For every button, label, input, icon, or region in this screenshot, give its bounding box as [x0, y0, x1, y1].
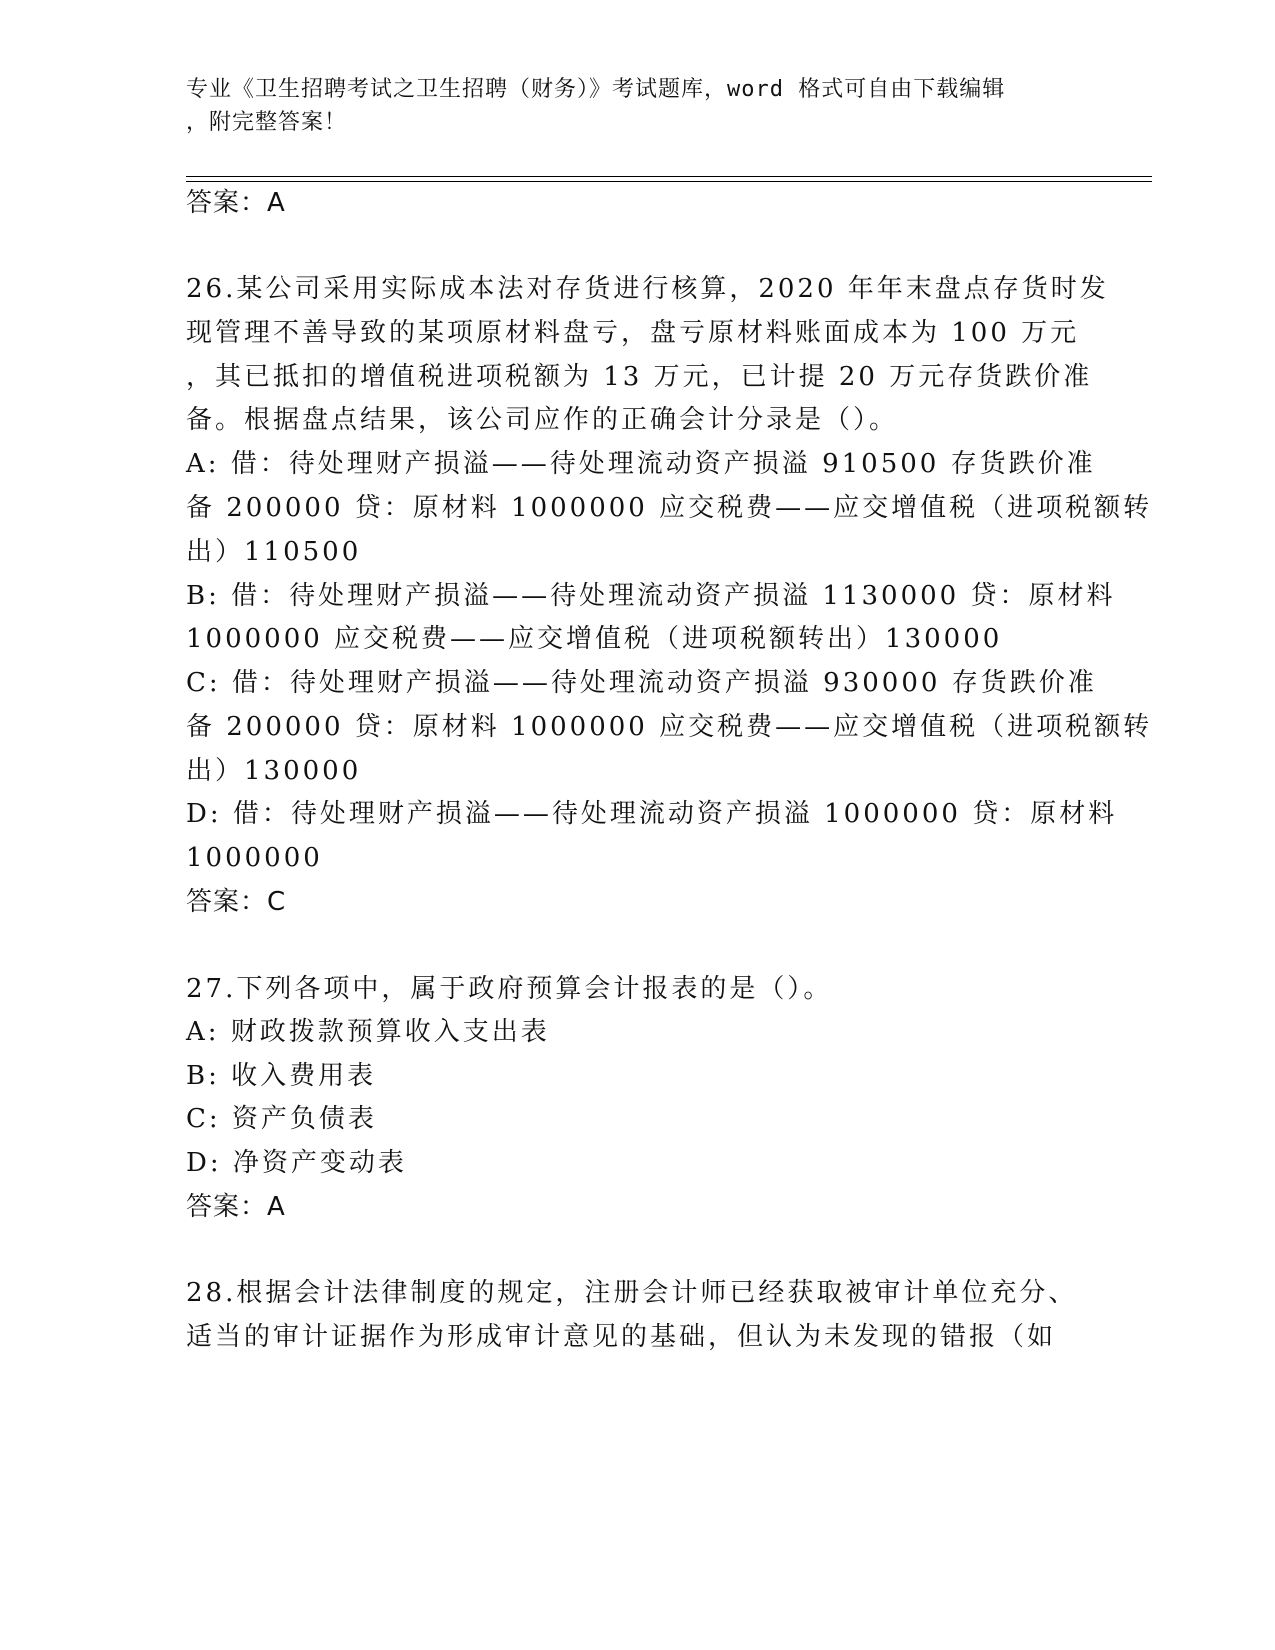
q26-option-d-line-2: 1000000	[186, 843, 323, 873]
q26-option-c-line-1: C: 借：待处理财产损溢——待处理流动资产损溢 930000 存货跌价准	[186, 668, 1097, 698]
header-rule-bottom	[186, 181, 1152, 182]
q28-stem-line-2: 适当的审计证据作为形成审计意见的基础，但认为未发现的错报（如	[186, 1322, 1057, 1352]
q26-stem-line-1: 26.某公司采用实际成本法对存货进行核算，2020 年年末盘点存货时发	[186, 274, 1109, 304]
q26-stem-line-3: ，其已抵扣的增值税进项税额为 13 万元，已计提 20 万元存货跌价准	[186, 362, 1093, 392]
q26-stem-line-4: 备。根据盘点结果，该公司应作的正确会计分录是（）。	[186, 405, 899, 435]
q26-option-d-line-1: D: 借：待处理财产损溢——待处理流动资产损溢 1000000 贷：原材料	[186, 799, 1118, 829]
q26-option-b-line-1: B: 借：待处理财产损溢——待处理流动资产损溢 1130000 贷：原材料	[186, 581, 1116, 611]
q26-option-a-line-3: 出）110500	[186, 537, 362, 567]
q26-option-b-line-2: 1000000 应交税费——应交增值税（进项税额转出）130000	[186, 624, 1003, 654]
previous-answer: 答案：A	[186, 188, 286, 218]
header-rule-top	[186, 176, 1152, 177]
q26-option-a-line-1: A: 借：待处理财产损溢——待处理流动资产损溢 910500 存货跌价准	[186, 449, 1096, 479]
q26-option-c-line-2: 备 200000 贷：原材料 1000000 应交税费——应交增值税（进项税额转	[186, 712, 1153, 742]
q26-option-c-line-3: 出）130000	[186, 756, 362, 786]
q27-stem: 27.下列各项中，属于政府预算会计报表的是（）。	[186, 974, 833, 1004]
header-line-1: 专业《卫生招聘考试之卫生招聘（财务）》考试题库，word 格式可自由下载编辑	[186, 77, 1006, 102]
q27-option-c: C: 资产负债表	[186, 1104, 377, 1134]
q26-answer: 答案：C	[186, 887, 287, 917]
q26-stem-line-2: 现管理不善导致的某项原材料盘亏，盘亏原材料账面成本为 100 万元	[186, 318, 1080, 348]
header-line-2: ，附完整答案！	[186, 110, 348, 135]
q27-answer: 答案：A	[186, 1192, 286, 1222]
q27-option-a: A: 财政拨款预算收入支出表	[186, 1017, 550, 1047]
q27-option-d: D: 净资产变动表	[186, 1148, 407, 1178]
q26-option-a-line-2: 备 200000 贷：原材料 1000000 应交税费——应交增值税（进项税额转	[186, 493, 1153, 523]
document-header	[186, 73, 1066, 139]
q27-option-b: B: 收入费用表	[186, 1061, 377, 1091]
q28-stem-line-1: 28.根据会计法律制度的规定，注册会计师已经获取被审计单位充分、	[186, 1278, 1078, 1308]
